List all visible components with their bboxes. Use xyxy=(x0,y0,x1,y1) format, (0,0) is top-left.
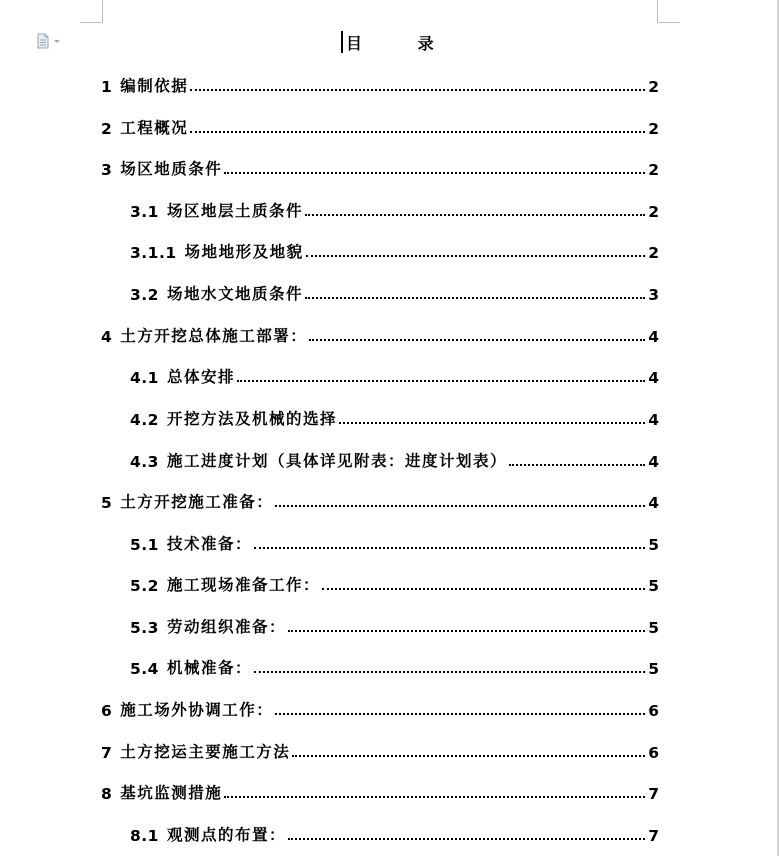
toc-entry-page: 5 xyxy=(648,660,659,678)
toc-entry-number: 5.4 xyxy=(130,660,159,678)
toc-entry-page: 5 xyxy=(648,577,659,595)
dot-leader xyxy=(275,713,645,715)
toc-entry-title: 施工现场准备工作： xyxy=(166,576,320,594)
dot-leader xyxy=(322,588,645,590)
toc-entry-title: 编制依据 xyxy=(120,77,189,95)
toc-entry-title: 观测点的布置： xyxy=(166,826,286,844)
toc-title xyxy=(338,29,458,55)
toc-entry[interactable] xyxy=(101,155,659,179)
dot-leader xyxy=(224,796,645,798)
toc-entry[interactable] xyxy=(130,613,659,637)
toc-entry-title: 场地水文地质条件 xyxy=(166,285,303,303)
toc-entry-title: 场区地质条件 xyxy=(120,160,223,178)
dot-leader xyxy=(190,89,645,91)
toc-entry-title: 土方开挖总体施工部署： xyxy=(120,327,308,345)
toc-entry-page: 5 xyxy=(648,536,659,554)
toc-entry-page: 7 xyxy=(648,827,659,845)
toc-entry[interactable] xyxy=(130,238,659,262)
toc-entry-number: 1 xyxy=(101,78,113,96)
toc-entry-title: 开挖方法及机械的选择 xyxy=(166,410,337,428)
chevron-down-icon xyxy=(54,40,60,43)
dot-leader xyxy=(237,380,645,382)
toc-entry-title: 劳动组织准备： xyxy=(166,618,286,636)
toc-entry[interactable] xyxy=(130,197,659,221)
toc-entry-page: 3 xyxy=(648,286,659,304)
toc-entry-page: 6 xyxy=(648,702,659,720)
toc-entry-title: 土方开挖施工准备： xyxy=(120,493,274,511)
toc-entry[interactable] xyxy=(130,530,659,554)
toc-entry[interactable] xyxy=(130,447,659,471)
toc-entry-title: 机械准备： xyxy=(166,659,252,677)
dot-leader xyxy=(292,755,645,757)
dot-leader xyxy=(224,172,645,174)
toc-entry-number: 5 xyxy=(101,494,113,512)
toc-entry-number: 5.2 xyxy=(130,577,159,595)
toc-entry-page: 7 xyxy=(648,785,659,803)
text-caret xyxy=(341,31,343,53)
toc-entry-number: 4.2 xyxy=(130,411,159,429)
dot-leader xyxy=(339,422,645,424)
toc-entry-number: 4.1 xyxy=(130,369,159,387)
margin-corner-top-right xyxy=(657,0,680,23)
toc-entry-number: 8.1 xyxy=(130,827,159,845)
toc-entry[interactable] xyxy=(101,114,659,138)
toc-entry-page: 6 xyxy=(648,744,659,762)
margin-corner-top-left xyxy=(80,0,103,23)
toc-entry-page: 2 xyxy=(648,203,659,221)
toc-entry-page: 2 xyxy=(648,161,659,179)
toc-entry-number: 3.1 xyxy=(130,203,159,221)
dot-leader xyxy=(288,630,645,632)
dot-leader xyxy=(288,838,645,840)
dot-leader xyxy=(254,547,645,549)
page-title: 目 录 xyxy=(346,34,459,53)
toc-entry-number: 5.1 xyxy=(130,536,159,554)
toc-entry-title: 工程概况 xyxy=(120,119,189,137)
toc-entry-number: 5.3 xyxy=(130,619,159,637)
toc-entry-page: 2 xyxy=(648,244,659,262)
toc-entry-number: 3.1.1 xyxy=(130,244,177,262)
toc-entry-page: 2 xyxy=(648,120,659,138)
dot-leader xyxy=(305,297,645,299)
toc-entry[interactable] xyxy=(101,696,659,720)
toc-entry[interactable] xyxy=(101,779,659,803)
toc-entry-title: 土方挖运主要施工方法 xyxy=(120,743,291,761)
toc-entry[interactable] xyxy=(101,322,659,346)
toc-entry-page: 5 xyxy=(648,619,659,637)
dot-leader xyxy=(509,464,645,466)
toc-entry[interactable] xyxy=(130,405,659,429)
toc-entry[interactable] xyxy=(130,363,659,387)
toc-entry[interactable] xyxy=(101,72,659,96)
dot-leader xyxy=(305,214,645,216)
toc-entry-page: 4 xyxy=(648,411,659,429)
document-icon[interactable] xyxy=(36,33,62,49)
toc-entry-title: 施工场外协调工作： xyxy=(120,701,274,719)
toc-entry-number: 3.2 xyxy=(130,286,159,304)
toc-entry[interactable] xyxy=(130,571,659,595)
toc-entry-title: 场区地层土质条件 xyxy=(166,202,303,220)
toc-entry[interactable] xyxy=(101,738,659,762)
dot-leader xyxy=(275,505,645,507)
toc-entry-number: 3 xyxy=(101,161,113,179)
toc-entry[interactable] xyxy=(130,821,659,845)
toc-entry[interactable] xyxy=(130,280,659,304)
toc-entry-number: 6 xyxy=(101,702,113,720)
toc-entry-number: 4.3 xyxy=(130,453,159,471)
toc-entry-title: 场地地形及地貌 xyxy=(184,243,304,261)
toc-entry-title: 技术准备： xyxy=(166,535,252,553)
dot-leader xyxy=(306,255,645,257)
toc-entry-number: 4 xyxy=(101,328,113,346)
toc-entry-title: 基坑监测措施 xyxy=(120,784,223,802)
toc-entry-page: 2 xyxy=(648,78,659,96)
toc-entry-title: 总体安排 xyxy=(166,368,235,386)
toc-entry-title: 施工进度计划（具体详见附表：进度计划表） xyxy=(166,452,507,470)
toc-entry-number: 2 xyxy=(101,120,113,138)
dot-leader xyxy=(190,131,645,133)
toc-entry-page: 4 xyxy=(648,328,659,346)
toc-entry-number: 8 xyxy=(101,785,113,803)
toc-entry[interactable] xyxy=(130,654,659,678)
toc-entry[interactable] xyxy=(101,488,659,512)
dot-leader xyxy=(309,339,645,341)
toc-entry-page: 4 xyxy=(648,494,659,512)
toc-entry-page: 4 xyxy=(648,453,659,471)
toc-entry-page: 4 xyxy=(648,369,659,387)
dot-leader xyxy=(254,671,645,673)
toc-entry-number: 7 xyxy=(101,744,113,762)
